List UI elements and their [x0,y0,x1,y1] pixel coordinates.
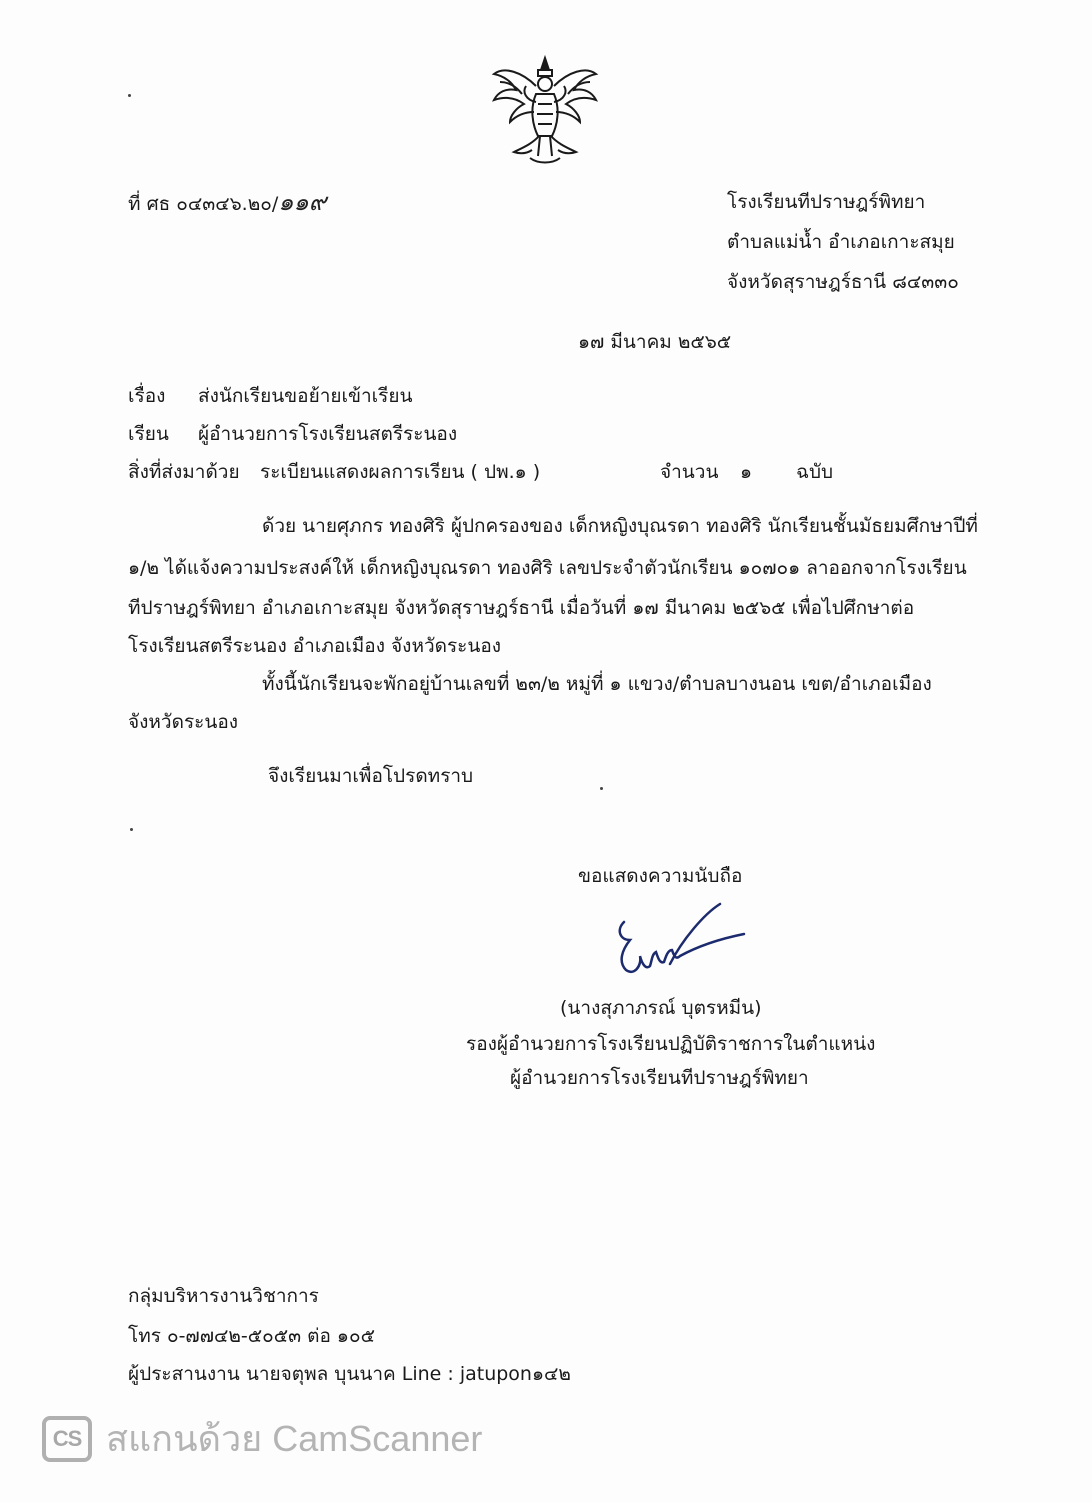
closing-salutation: ขอแสดงความนับถือ [578,865,743,887]
camscanner-watermark-text: สแกนด้วย CamScanner [106,1418,483,1459]
enclosure-value: ระเบียนแสดงผลการเรียน ( ปพ.๑ ) [260,461,541,483]
handwritten-signature [612,900,752,990]
garuda-emblem-icon [486,52,604,170]
body-paragraph2-line2: จังหวัดระนอง [128,711,239,733]
school-name: โรงเรียนทีปราษฎร์พิทยา [727,191,926,213]
subject-value: ส่งนักเรียนขอย้ายเข้าเรียน [198,385,413,407]
enclosure-count-label: จำนวน [660,461,719,483]
enclosure-unit: ฉบับ [796,461,834,483]
signer-title-line2: ผู้อำนวยการโรงเรียนทีปราษฎร์พิทยา [510,1067,809,1089]
school-address-line2: จังหวัดสุราษฎร์ธานี ๘๔๓๓๐ [727,271,959,293]
footer-coordinator: ผู้ประสานงาน นายจตุพล บุนนาค Line : jatupon๑๔๒ [128,1363,571,1385]
camscanner-logo-icon: CS [42,1416,92,1462]
body-paragraph1-line3: ทีปราษฎร์พิทยา อำเภอเกาะสมุย จังหวัดสุราษฎร์ธานี เมื่อวันที่ ๑๗ มีนาคม ๒๕๖๕ เพื่อไปศึกษาต่อ [128,597,915,619]
recipient-value: ผู้อำนวยการโรงเรียนสตรีระนอง [198,423,458,445]
body-paragraph1-line4: โรงเรียนสตรีระนอง อำเภอเมือง จังหวัดระนอง [128,635,502,657]
body-paragraph1-line1: ด้วย นายศุภกร ทองศิริ ผู้ปกครองของ เด็กหญิงบุณรดา ทองศิริ นักเรียนชั้นมัธยมศึกษาปีที่ [262,515,978,537]
closing-request: จึงเรียนมาเพื่อโปรดทราบ [268,765,474,787]
camscanner-watermark [42,1416,482,1462]
document-date: ๑๗ มีนาคม ๒๕๖๕ [578,331,732,353]
signer-name: (นางสุภาภรณ์ บุตรหมีน) [560,997,762,1019]
handwritten-ref-number: ๑๑๙ [278,188,327,216]
enclosure-count: ๑ [740,461,753,483]
body-paragraph2-line1: ทั้งนี้นักเรียนจะพักอยู่บ้านเลขที่ ๒๓/๒ หมู่ที่ ๑ แขวง/ตำบลบางนอน เขต/อำเภอเมือง [262,673,932,695]
subject-label: เรื่อง [128,385,166,407]
reference-number: ที่ ศธ ๐๔๓๔๖.๒๐/๑๑๙ [128,188,327,216]
footer-department: กลุ่มบริหารงานวิชาการ [128,1285,319,1307]
enclosure-label: สิ่งที่ส่งมาด้วย [128,461,240,483]
body-paragraph1-line2: ๑/๒ ได้แจ้งความประสงค์ให้ เด็กหญิงบุณรดา ทองศิริ เลขประจำตัวนักเรียน ๑๐๗๐๑ ลาออกจากโรงเรียน [128,557,967,579]
scan-speck [128,94,131,97]
school-address-line1: ตำบลแม่น้ำ อำเภอเกาะสมุย [727,231,955,253]
recipient-label: เรียน [128,423,169,445]
signer-title-line1: รองผู้อำนวยการโรงเรียนปฏิบัติราชการในตำแหน่ง [466,1033,876,1055]
scan-speck [600,787,603,790]
footer-phone: โทร ๐-๗๗๔๒-๕๐๕๓ ต่อ ๑๐๕ [128,1325,375,1347]
scan-speck [130,828,133,831]
